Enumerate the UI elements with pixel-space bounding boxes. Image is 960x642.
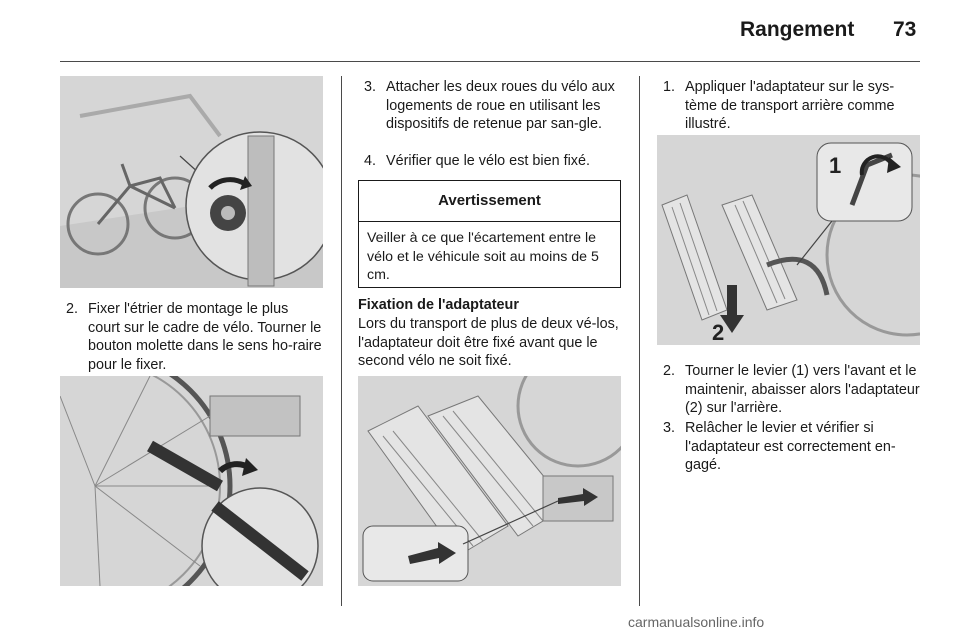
step-text: Attacher les deux roues du vélo aux logements de roue en utilisant les dispositifs de retenue par san-gle. <box>386 79 615 132</box>
footer-watermark: carmanualsonline.info <box>628 614 765 630</box>
header-rule <box>60 61 920 62</box>
figure-adapter-mount <box>358 376 621 586</box>
warning-body: Veiller à ce que l'écartement entre le vélo et le véhicule soit au moins de 5 cm. <box>367 230 599 283</box>
step-4-col2 <box>364 152 623 171</box>
adapter-subheading: Fixation de l'adaptateur <box>358 297 519 313</box>
page-title: Rangement <box>740 18 855 41</box>
label-adapter: 2 <box>712 320 725 345</box>
page-number: 73 <box>893 18 917 41</box>
step-text: Appliquer l'adaptateur sur le sys-tème de transport arrière comme illustré. <box>685 79 895 132</box>
step-2-col3 <box>663 362 921 418</box>
step-number: 2. <box>663 363 676 379</box>
step-number: 1. <box>663 79 676 95</box>
step-3-col3 <box>663 419 921 475</box>
step-number: 4. <box>364 153 377 169</box>
step-number: 3. <box>364 79 377 95</box>
step-3-col2 <box>364 78 623 134</box>
figure-wheel-strap <box>60 376 323 586</box>
label-lever: 1 <box>829 153 842 178</box>
step-text: Fixer l'étrier de montage le plus court sur le cadre de vélo. Tourner le bouton molette dans le sens ho-raire pour le fixer. <box>88 301 322 373</box>
step-2-col1 <box>66 300 323 374</box>
step-text: Relâcher le levier et vérifier si l'adaptateur est correctement en-gagé. <box>685 420 896 473</box>
figure-bike-on-carrier <box>60 76 323 288</box>
step-1-col3 <box>663 78 921 134</box>
adapter-paragraph: Lors du transport de plus de deux vé-los, l'adaptateur doit être fixé avant que le second vélo ne soit fixé. <box>358 316 619 369</box>
step-number: 2. <box>66 301 79 317</box>
step-text: Tourner le levier (1) vers l'avant et le maintenir, abaisser alors l'adaptateur (2) sur l'arrière. <box>685 363 920 416</box>
warning-box <box>358 180 621 288</box>
step-text: Vérifier que le vélo est bien fixé. <box>386 153 590 169</box>
step-number: 3. <box>663 420 676 436</box>
warning-title: Avertissement <box>359 181 620 222</box>
figure-adapter-lever <box>657 135 920 345</box>
column-divider-1 <box>341 76 342 606</box>
column-divider-2 <box>639 76 640 606</box>
